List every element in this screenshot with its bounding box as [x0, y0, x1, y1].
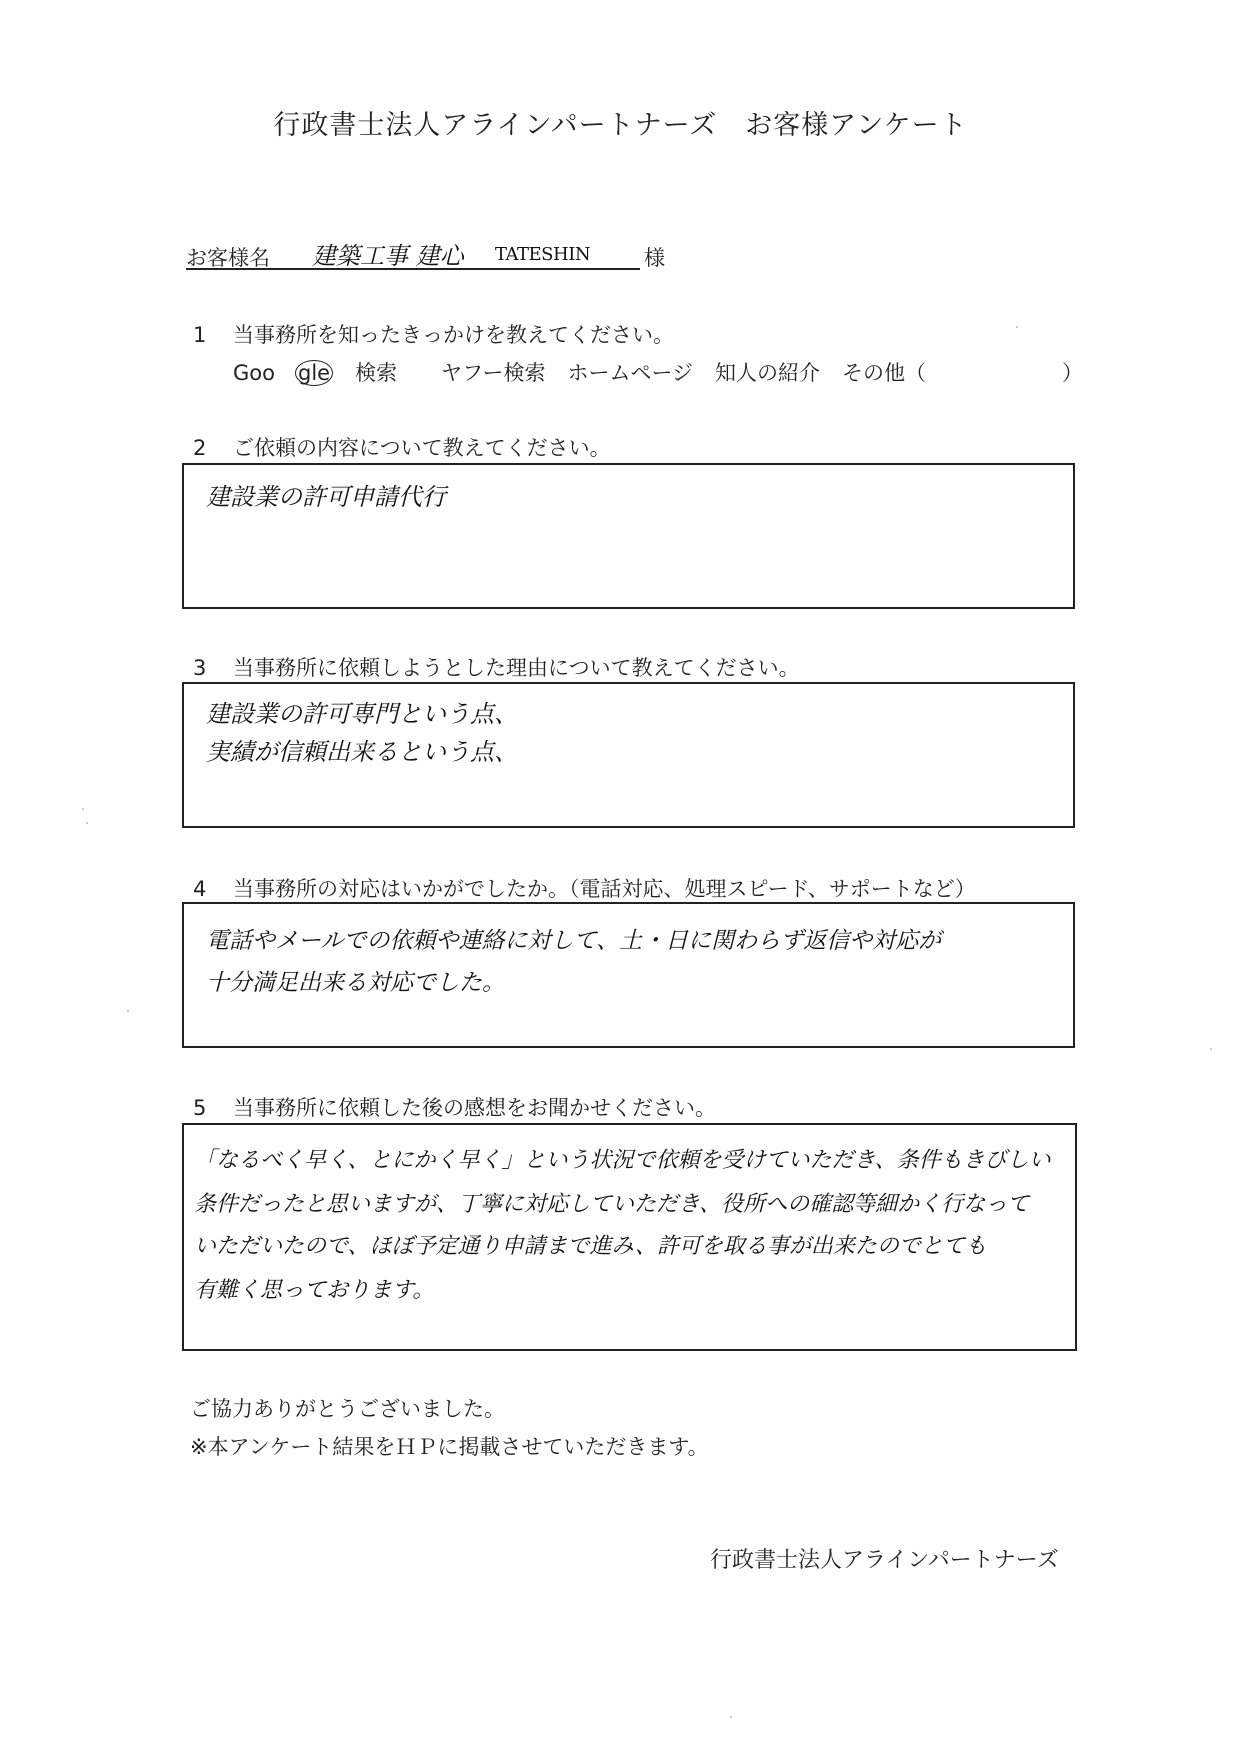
question-1: [193, 319, 674, 349]
question-5-number: 5: [193, 1096, 207, 1120]
answer-5-line-4: 有難く思っております。: [194, 1278, 435, 1303]
answer-4-line-1: 電話やメールでの依頼や連絡に対して、土・日に関わらず返信や対応が: [206, 928, 942, 954]
closing-note: ※本アンケート結果をＨＰに掲載させていただきます。: [190, 1435, 709, 1459]
closing-thanks: ご協力ありがとうございました。: [190, 1397, 505, 1421]
customer-name-label: お客様名: [186, 246, 270, 270]
footer-company: 行政書士法人アラインパートナーズ: [710, 1548, 1059, 1573]
answer-box-4: [182, 902, 1075, 1048]
question-2-text: ご依頼の内容について教えてください。: [233, 436, 611, 460]
question-4: [193, 873, 976, 903]
question-1-options: [233, 357, 948, 387]
answer-4-line-2: 十分満足出来る対応でした。: [206, 970, 505, 996]
option-other: その他（: [842, 361, 927, 385]
scan-speck: [730, 1716, 732, 1718]
question-1-number: 1: [193, 323, 207, 347]
answer-box-3: [182, 682, 1075, 828]
answer-box-5: [182, 1123, 1077, 1351]
answer-5-line-3: いただいたので、ほぼ予定通り申請まで進み、許可を取る事が出来たのでとても: [194, 1234, 987, 1259]
option-homepage: ホームページ: [567, 361, 694, 385]
option-google-search: Goo gle 検索: [233, 361, 398, 385]
customer-name-roman: TATESHIN: [495, 244, 591, 265]
page-title: 行政書士法人アラインパートナーズ お客様アンケート: [273, 110, 968, 141]
scan-speck: [86, 822, 88, 824]
option-yahoo-search: ヤフー検索: [441, 361, 546, 385]
customer-name-suffix: 様: [644, 246, 665, 270]
answer-5-line-2: 条件だったと思いますが、丁寧に対応していただき、役所への確認等細かく行なって: [194, 1192, 1030, 1217]
question-2-number: 2: [193, 436, 207, 460]
question-4-text: 当事務所の対応はいかがでしたか。（電話対応、処理スピード、サポートなど）: [233, 877, 976, 901]
customer-name-underline: [186, 268, 640, 270]
question-2: [193, 432, 611, 462]
answer-5-line-1: 「なるべく早く、とにかく早く」という状況で依頼を受けていただき、条件もきびしい: [194, 1148, 1051, 1173]
selected-circle-mark: gle: [295, 360, 333, 386]
question-5: [193, 1092, 716, 1122]
question-3: [193, 652, 800, 682]
question-1-text: 当事務所を知ったきっかけを教えてください。: [233, 323, 674, 347]
option-referral: 知人の紹介: [715, 361, 821, 385]
question-5-text: 当事務所に依頼した後の感想をお聞かせください。: [233, 1096, 716, 1120]
answer-2-line-1: 建設業の許可申請代行: [206, 483, 446, 511]
question-3-number: 3: [193, 656, 207, 680]
question-4-number: 4: [193, 877, 207, 901]
question-3-text: 当事務所に依頼しようとした理由について教えてください。: [233, 656, 800, 680]
scan-speck: [82, 808, 84, 810]
scan-speck: [1210, 1048, 1212, 1050]
answer-3-line-2: 実績が信頼出来るという点、: [206, 738, 518, 766]
customer-name-handwritten: 建築工事 建心: [312, 242, 464, 270]
scan-speck: [127, 1010, 129, 1012]
answer-3-line-1: 建設業の許可専門という点、: [206, 700, 518, 728]
scan-speck: [1016, 326, 1018, 328]
answer-box-2: [182, 463, 1075, 609]
option-other-close: ）: [1062, 361, 1083, 385]
